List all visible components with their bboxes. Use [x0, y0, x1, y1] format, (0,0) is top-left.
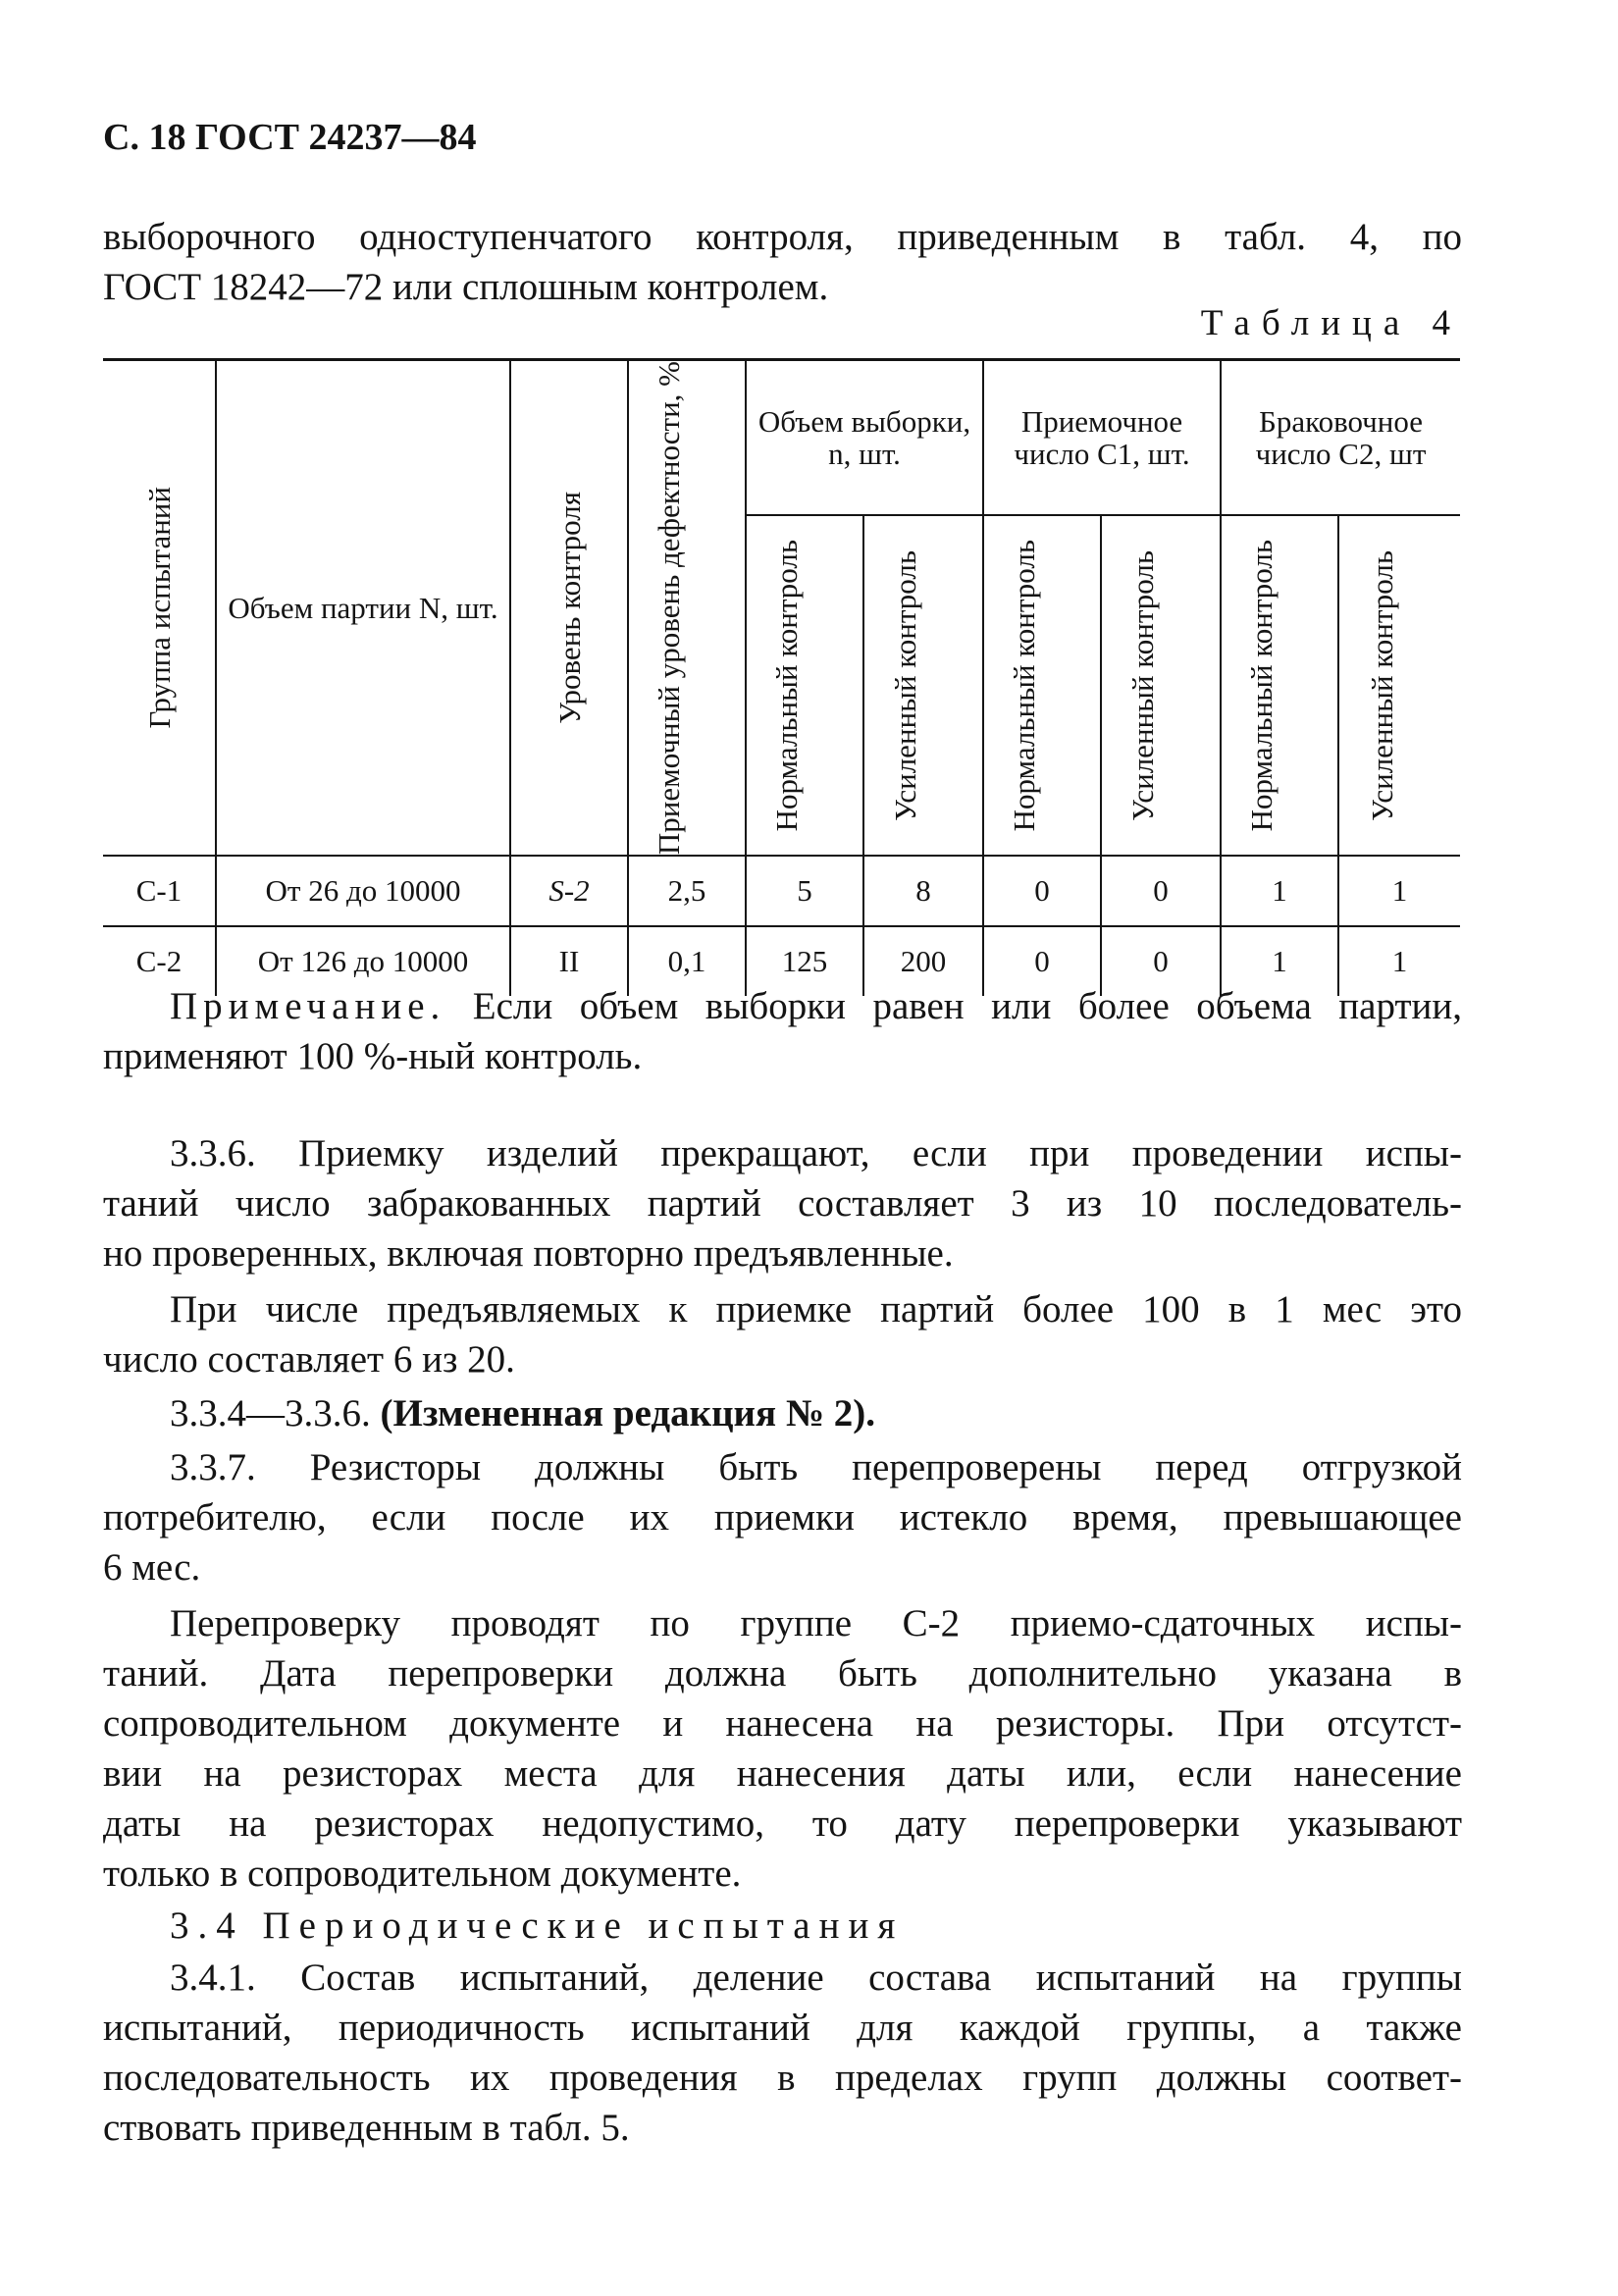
header-control-level — [510, 360, 628, 857]
table-cell: 0 — [983, 926, 1101, 996]
intro-paragraph — [103, 212, 1462, 312]
subheader-tightened: Усиленный контроль — [863, 515, 983, 856]
table-caption: Таблица 4 — [1200, 303, 1462, 343]
subheader-normal: Нормальный контроль — [1221, 515, 1338, 856]
header-group — [103, 360, 216, 857]
paragraph-3-3-4 — [103, 1388, 1462, 1438]
text-line: 3.3.7. Резисторы должны быть перепроверены перед отгрузкой — [170, 1446, 1462, 1488]
text-line: сопроводительном документе и нанесена на резисторы. При отсутст- — [103, 1702, 1462, 1745]
paragraph-3-3-6 — [103, 1128, 1462, 1278]
header-aql — [628, 360, 746, 857]
subheader-tightened: Усиленный контроль — [1101, 515, 1221, 856]
page-header: С. 18 ГОСТ 24237—84 — [103, 117, 477, 158]
text-line: Перепроверку проводят по группе С-2 приемо-сдаточных испы- — [170, 1602, 1462, 1644]
table-cell: 8 — [863, 856, 983, 926]
table-cell: II — [510, 926, 628, 996]
revision-note: (Измененная редакция № 2). — [380, 1392, 876, 1435]
note-label: Примечание. — [170, 985, 446, 1027]
header-aql-text: Приемочный уровень дефектности, % — [652, 361, 686, 856]
table-cell: От 26 до 10000 — [216, 856, 510, 926]
table-note — [103, 981, 1462, 1081]
table-cell: 2,5 — [628, 856, 746, 926]
table-cell: С-2 — [103, 926, 216, 996]
table-cell: S-2 — [510, 856, 628, 926]
table-cell: 1 — [1338, 856, 1460, 926]
text-line: таний. Дата перепроверки должна быть дополнительно указана в — [103, 1652, 1462, 1695]
text-line: 3.3.6. Приемку изделий прекращают, если при проведении испы- — [170, 1132, 1462, 1174]
note-text: применяют 100 %-ный контроль. — [103, 1035, 643, 1077]
table-cell: 1 — [1338, 926, 1460, 996]
clause-number: 3.3.4—3.3.6. — [170, 1392, 371, 1435]
table-cell: 0 — [983, 856, 1101, 926]
text-line: ствовать приведенным в табл. 5. — [103, 2107, 630, 2149]
table-cell: 5 — [746, 856, 863, 926]
header-group-text: Группа испытаний — [141, 487, 177, 729]
subheader-normal: Нормальный контроль — [746, 515, 863, 856]
text-line: даты на резисторах недопустимо, то дату перепроверки указывают — [103, 1802, 1462, 1845]
paragraph-3-3-6-cont — [103, 1284, 1462, 1384]
table-cell: 0,1 — [628, 926, 746, 996]
table-cell: 0 — [1101, 926, 1221, 996]
header-rejection-number: Браковочное число C2, шт — [1221, 360, 1460, 516]
paragraph-3-3-7-cont — [103, 1598, 1462, 1899]
header-acceptance-number: Приемочное число C1, шт. — [983, 360, 1221, 516]
subheader-normal: Нормальный контроль — [983, 515, 1101, 856]
note-text: Если объем выборки равен или более объема партии, — [472, 985, 1462, 1027]
text-line: последовательность их проведения в пределах групп должны соответ- — [103, 2057, 1462, 2099]
paragraph-3-3-7 — [103, 1442, 1462, 1592]
table-row — [103, 856, 1460, 926]
text-line: При числе предъявляемых к приемке партий более 100 в 1 мес это — [170, 1288, 1462, 1331]
section-heading: 3.4 Периодические испытания — [170, 1905, 905, 1947]
table-cell: 1 — [1221, 856, 1338, 926]
header-lot-size: Объем партии N, шт. — [216, 360, 510, 857]
header-sample-size: Объем выборки, n, шт. — [746, 360, 983, 516]
header-control-level-text: Уровень контроля — [551, 492, 587, 724]
text-line: 3.4.1. Состав испытаний, деление состава испытаний на группы — [170, 1957, 1462, 1999]
text-line: выборочного одноступенчатого контроля, приведенным в табл. 4, по — [103, 216, 1462, 258]
text-line: вии на резисторах места для нанесения даты или, если нанесение — [103, 1752, 1462, 1795]
table-cell: 200 — [863, 926, 983, 996]
text-line: таний число забракованных партий составляет 3 из 10 последователь- — [103, 1182, 1462, 1225]
text-line: число составляет 6 из 20. — [103, 1338, 515, 1381]
text-line: только в сопроводительном документе. — [103, 1852, 742, 1895]
text-line: испытаний, периодичность испытаний для каждой группы, а также — [103, 2007, 1462, 2049]
table-4 — [103, 358, 1460, 996]
text-line: 6 мес. — [103, 1546, 201, 1589]
text-line: ГОСТ 18242—72 или сплошным контролем. — [103, 266, 829, 308]
body-text — [103, 1119, 1462, 2153]
subheader-tightened: Усиленный контроль — [1338, 515, 1460, 856]
table-cell: От 126 до 10000 — [216, 926, 510, 996]
text-line: но проверенных, включая повторно предъявленные. — [103, 1232, 954, 1275]
table-cell: С-1 — [103, 856, 216, 926]
section-heading-3-4 — [103, 1901, 1462, 1951]
paragraph-3-4-1 — [103, 1953, 1462, 2153]
table-cell: 1 — [1221, 926, 1338, 996]
text-line: потребителю, если после их приемки истекло время, превышающее — [103, 1496, 1462, 1539]
table-cell: 0 — [1101, 856, 1221, 926]
table-cell: 125 — [746, 926, 863, 996]
